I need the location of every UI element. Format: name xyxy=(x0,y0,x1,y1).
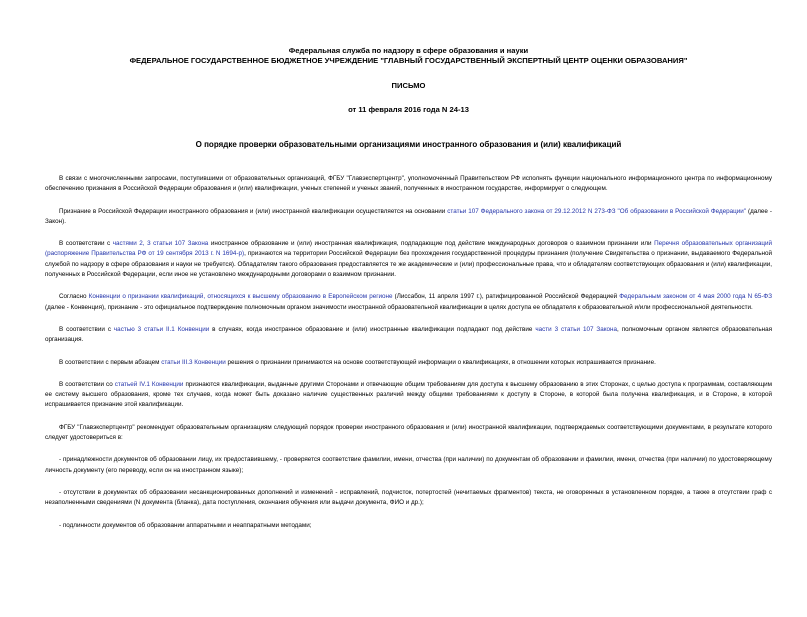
paragraph-text: решения о признании принимаются на основе соответствующей информации о квалификациях, в отношении которых испрашивается признание. xyxy=(225,358,656,366)
legal-reference-link[interactable]: Перечня образовательных организаций (распоряжение Правительства РФ от 19 сентября 2013 г. N 1694-р) xyxy=(45,240,773,258)
body-paragraph xyxy=(45,423,772,444)
legal-reference-link[interactable]: статьи III.3 Конвенции xyxy=(161,358,226,366)
paragraph-text: - принадлежности документов об образовании лицу, их предоставившему, - проверяется соответствие фамилии, имени, отчества (при наличии) по документам об образовании и фамилии, имени, отчества (при наличии) по удостоверяющему личность документу (его переводу, если он на иностранном языке); xyxy=(45,456,772,474)
document-page xyxy=(0,46,807,617)
paragraph-text: Согласно xyxy=(59,293,89,301)
body-paragraph xyxy=(45,207,772,228)
body-paragraph xyxy=(45,380,772,411)
paragraph-text: (далее - Конвенция), признание - это официальное подтверждение полномочным органом значимости иностранной образовательной квалификации в целях доступа ее обладателя к образовательной и/или профессиональной деятельности. xyxy=(45,303,753,311)
paragraph-text: В соответствии с xyxy=(59,240,113,248)
legal-reference-link[interactable]: статьей IV.1 Конвенции xyxy=(114,380,184,388)
legal-reference-link[interactable]: части 3 статьи 107 Закона xyxy=(535,325,618,333)
paragraph-text: В соответствии со xyxy=(59,380,115,388)
paragraph-text: В связи с многочисленными запросами, поступившими от образовательных организаций, ФГБУ "Главэкспертцентр", уполномоченный Правительством РФ исполнять функции национального информационного центра по информационному обеспечению признания в Российской Федерации образования и (или) квалификации, ученых степеней и ученых званий, полученных в иностранном государстве, информирует о следующем. xyxy=(45,175,772,193)
body-paragraph xyxy=(45,521,772,531)
legal-reference-link[interactable]: частью 3 статьи II.1 Конвенции xyxy=(113,325,210,333)
paragraph-text: - отсутствии в документах об образовании несанкционированных дополнений и изменений - исправлений, подчисток, потертостей (нечитаемых фрагментов) текста, не оговоренных в установленном порядке, а также в отсутствии граф с незаполненными сведениями (N документа (бланка), дата поступления, окончания обучения или выдачи документа, ФИО и др.); xyxy=(45,488,772,507)
paragraph-text: В соответствии с первым абзацем xyxy=(59,358,162,366)
paragraph-text: В соответствии с xyxy=(59,325,114,333)
document-subject: О порядке проверки образовательными организациями иностранного образования и (или) квалификаций xyxy=(195,140,622,149)
document-type: ПИСЬМО xyxy=(391,81,426,90)
body-paragraph xyxy=(45,174,772,195)
body-paragraph xyxy=(45,358,772,368)
paragraph-text: иностранное образование и (или) иностранная квалификация, подпадающие под действие международных договоров о взаимном признании или xyxy=(208,240,655,248)
legal-reference-link[interactable]: Конвенции о признании квалификаций, относящихся к высшему образованию в Европейском регионе xyxy=(88,293,393,301)
legal-reference-link[interactable]: частями 2, 3 статьи 107 Закона xyxy=(112,240,209,248)
body-paragraph xyxy=(45,239,772,280)
legal-reference-link[interactable]: статьи 107 Федерального закона от 29.12.2012 N 273-ФЗ "Об образовании в Российской Федерации" xyxy=(447,207,747,215)
paragraph-text: ФГБУ "Главэкспертцентр" рекомендует образовательным организациям следующий порядок проверки иностранного образования и (или) иностранной квалификации, подтверждаемых соответствующими документами, в результате которого следует удостовериться в: xyxy=(45,423,772,442)
body-paragraph xyxy=(45,455,772,476)
paragraph-text: признаются квалификации, выданные другими Сторонами и отвечающие общим требованиям для доступа к высшему образованию в этих Сторонах, с целью доступа к программам, составляющим ее систему высшего образования, кроме тех случаев, когда может быть доказано наличие существенных различий между общими требованиями к доступу в Стороне, в которой была получена квалификация, и в Стороне, в которой испрашивается признание этой квалификации. xyxy=(45,380,772,409)
agency-name: Федеральная служба по надзору в сфере образования и науки xyxy=(288,46,529,55)
body-paragraph xyxy=(45,292,772,313)
paragraph-text: в случаях, когда иностранное образование и (или) иностранные квалификации подпадают под действие xyxy=(209,325,536,333)
paragraph-text: (далее - Закон). xyxy=(45,207,772,225)
institution-name: ФЕДЕРАЛЬНОЕ ГОСУДАРСТВЕННОЕ БЮДЖЕТНОЕ УЧРЕЖДЕНИЕ "ГЛАВНЫЙ ГОСУДАРСТВЕННЫЙ ЭКСПЕРТНЫЙ ЦЕНТР ОЦЕНКИ ОБРАЗОВАНИЯ" xyxy=(129,56,688,65)
paragraph-text: Признание в Российской Федерации иностранного образования и (или) иностранной квалификации осуществляется на основании xyxy=(59,207,448,215)
document-date-number: от 11 февраля 2016 года N 24-13 xyxy=(348,105,469,114)
body-paragraph xyxy=(45,325,772,346)
paragraph-text: , признаются на территории Российской Федерации без прохождения государственной процедуры признания (получение Свидетельства о признании, выдаваемого Федеральной службой по надзору в сфере образования и науки не требуется). Обладателям такого образования предоставляется те же академические и (или) профессиональные права, что и обладателям соответствующих образования и (или) квалификации, полученных в Российской Федерации, если иное не установлено международными договорами о взаимном признании. xyxy=(45,250,772,279)
legal-reference-link[interactable]: Федеральным законом от 4 мая 2000 года N 65-ФЗ xyxy=(619,293,773,301)
document-body xyxy=(45,174,772,531)
body-paragraph xyxy=(45,488,772,509)
paragraph-text: (Лиссабон, 11 апреля 1997 г.), ратифицированной Российской Федерацией xyxy=(392,293,620,301)
paragraph-text: , полномочным органом является образовательная организация. xyxy=(45,325,772,344)
paragraph-text: - подлинности документов об образовании аппаратными и неаппаратными методами; xyxy=(59,521,312,529)
